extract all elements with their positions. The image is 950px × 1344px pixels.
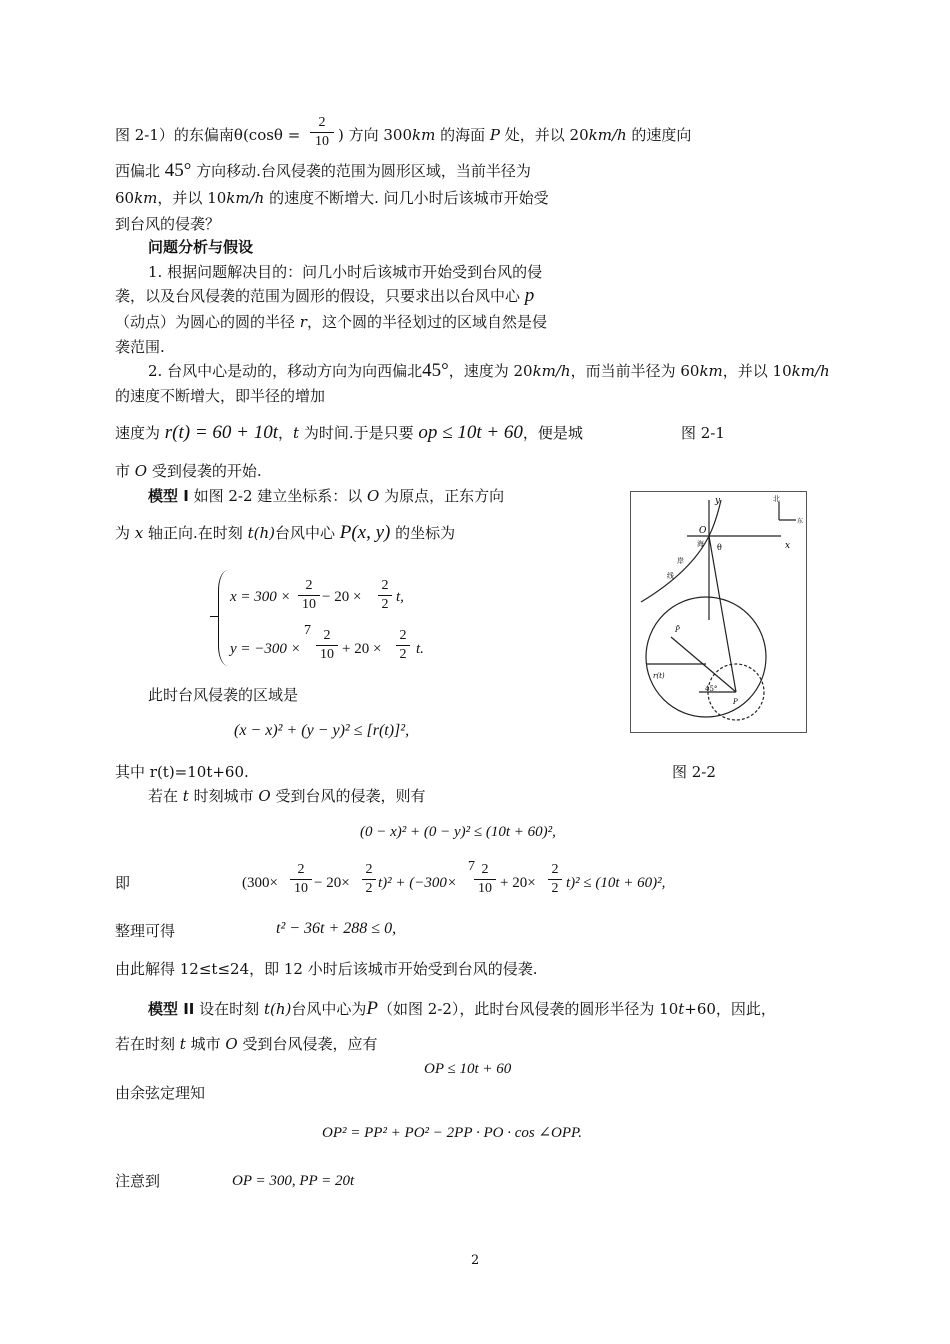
- var-p: p: [524, 285, 535, 306]
- p1-l3-b: ，并以 10: [157, 189, 227, 207]
- sys2-b: + 20 ×: [342, 641, 382, 657]
- sys2-a: y = −300 ×: [230, 641, 301, 657]
- model2-line1: [148, 1000, 776, 1018]
- figure-svg: [631, 492, 806, 732]
- var-O: O: [225, 1035, 238, 1053]
- model2-l2-a: 若在时刻: [115, 1035, 180, 1053]
- rt-label: r(t): [653, 672, 665, 680]
- inequality-1: (0 − x)² + (0 − y)² ≤ (10t + 60)²,: [360, 824, 556, 840]
- num: 2: [481, 862, 489, 877]
- if-b: 时刻城市: [188, 787, 259, 805]
- unit-kmh: km/h: [226, 189, 265, 207]
- model1-l2-d: 的坐标为: [390, 524, 456, 542]
- num: 2: [297, 862, 305, 877]
- a1-l3-b: ，这个圆的半径划过的区域自然是侵: [306, 313, 547, 331]
- speed-text-d: ，便是城: [522, 424, 583, 442]
- sys2-seven: 7: [304, 623, 311, 638]
- num: 2: [365, 862, 373, 877]
- section-heading-analysis: 问题分析与假设: [148, 238, 254, 256]
- ineq2-frac2: [362, 862, 376, 897]
- p1-line1-rest: [338, 126, 691, 144]
- model1-heading: 模型 I: [148, 487, 189, 505]
- analysis-1-line3: [115, 313, 547, 331]
- num: 2: [399, 628, 407, 643]
- op-inequality: OP ≤ 10t + 60: [424, 1061, 512, 1077]
- ineq2-frac4: [548, 862, 562, 897]
- theta-label: θ: [717, 543, 722, 552]
- Pbar-label: P̄: [675, 626, 680, 634]
- formula-condition: op ≤ 10t + 60: [418, 422, 523, 443]
- var-t: t: [182, 787, 189, 805]
- unit-km: km: [412, 126, 436, 144]
- equation-brace: [218, 570, 229, 666]
- ineq2-frac1: [290, 862, 312, 897]
- figure-2-2-label: 图 2-2: [672, 763, 716, 781]
- city-line: [115, 462, 262, 480]
- sys2-c: t.: [416, 641, 424, 657]
- model2-l2-b: 城市: [185, 1035, 226, 1053]
- p1-line3: [115, 189, 549, 207]
- unit-km: km: [699, 362, 723, 380]
- ineq2-d: + 20×: [500, 875, 536, 891]
- ineq2-c: t)² + (−300×: [378, 875, 458, 891]
- solution-line: 由此解得 12≤t≤24，即 12 小时后该城市开始受到台风的侵袭.: [115, 960, 538, 978]
- var-O: O: [134, 462, 148, 480]
- sys1-frac2: [378, 578, 392, 613]
- p1-text-e: 的速度向: [626, 126, 692, 144]
- num: 2: [305, 578, 313, 593]
- x-label: x: [785, 541, 791, 551]
- quadratic-inequality: t² − 36t + 288 ≤ 0,: [276, 920, 397, 937]
- p1-text-d: 处，并以 20: [500, 126, 589, 144]
- a2-a: 2. 台风中心是动的，移动方向为向西偏北: [148, 362, 423, 380]
- speed-text-b: ，: [278, 424, 294, 442]
- analysis-2-line1: [148, 362, 830, 380]
- ineq2-e: t)² ≤ (10t + 60)²,: [566, 875, 666, 891]
- angle-label: 45°: [705, 685, 718, 693]
- point-Pxy: P(x, y): [339, 522, 391, 543]
- ineq2-frac3: [474, 862, 496, 897]
- den: 10: [478, 881, 492, 896]
- var-t: t: [179, 1035, 186, 1053]
- model1-line2: [115, 524, 455, 542]
- city-b: 受到侵袭的开始.: [147, 462, 262, 480]
- var-t: t: [293, 424, 300, 442]
- var-t: t: [678, 1000, 685, 1018]
- unit-kmh: km/h: [791, 362, 830, 380]
- north-label: 北: [773, 495, 780, 503]
- den: 10: [320, 647, 334, 662]
- num: 2: [323, 628, 331, 643]
- model2-c: （如图 2-2），此时台风侵袭的圆形半径为 10: [377, 1000, 679, 1018]
- p1-l3-a: 60: [115, 189, 135, 207]
- var-th: t(h): [263, 1000, 292, 1018]
- den: 10: [294, 881, 308, 896]
- unit-kmh: km/h: [588, 126, 627, 144]
- model2-b: 台风中心为: [291, 1000, 367, 1018]
- note-formula: OP = 300, PP = 20t: [232, 1173, 355, 1189]
- ji-label: 即: [115, 874, 131, 892]
- model2-l2-c: 受到台风侵袭，应有: [237, 1035, 378, 1053]
- den: 2: [399, 647, 407, 662]
- var-O: O: [367, 487, 380, 505]
- p1-l2-b: 方向移动.台风侵袭的范围为圆形区域，当前半径为: [191, 162, 531, 180]
- model2-line2: [115, 1035, 377, 1053]
- coast-label-2: 线: [667, 572, 674, 580]
- region-formula: (x − x)² + (y − y)² ≤ [r(t)]²,: [234, 722, 410, 739]
- unit-km: km: [134, 189, 158, 207]
- region-text: 此时台风侵袭的区域是: [148, 686, 299, 704]
- speed-text-a: 速度为: [115, 424, 165, 442]
- var-th: t(h): [247, 524, 275, 542]
- unit-kmh: km/h: [532, 362, 571, 380]
- a2-b: ，速度为 20: [448, 362, 533, 380]
- a1-l3-a: （动点）为圆心的圆的半径: [115, 313, 300, 331]
- p1-text-c: 的海面: [435, 126, 490, 144]
- figure-2-1-label: 图 2-1: [681, 424, 725, 442]
- analysis-1-line1: 1. 根据问题解决目的：问几小时后该城市开始受到台风的侵: [148, 263, 543, 281]
- point-P: P: [366, 998, 378, 1019]
- model2-d: +60，因此，: [684, 1000, 776, 1018]
- p1-text-a: 图 2-1）的东偏南θ(cosθ =: [115, 126, 301, 144]
- note-label: 注意到: [115, 1172, 161, 1190]
- sys1-frac1: [298, 578, 320, 613]
- p1-line2: [115, 162, 531, 180]
- p1-line4: 到台风的侵袭？: [115, 215, 221, 233]
- figure-2-2: [630, 491, 807, 733]
- a2-c: ，而当前半径为 60: [570, 362, 700, 380]
- p1-fraction: [310, 115, 334, 150]
- if-line: [148, 787, 425, 805]
- if-a: 若在: [148, 787, 183, 805]
- degree-45: 45°: [164, 160, 192, 181]
- ineq2-a: (300×: [242, 875, 278, 891]
- P-label: P: [733, 698, 738, 706]
- page-number: 2: [471, 1253, 480, 1268]
- tidy-label: 整理可得: [115, 922, 176, 940]
- typhoon-circle: [646, 597, 766, 717]
- coast-label-1: 岸: [677, 557, 684, 565]
- model1-b: 为原点，正东方向: [379, 487, 505, 505]
- origin-label: O: [699, 526, 707, 536]
- model1-a: 如图 2-2 建立坐标系：以: [188, 487, 368, 505]
- where-text: 其中 r(t)=10t+60.: [115, 763, 249, 781]
- cosine-law-label: 由余弦定理知: [115, 1084, 206, 1102]
- sys1-a: x = 300 ×: [230, 589, 291, 605]
- model1-l2-c: 台风中心: [274, 524, 340, 542]
- den: 10: [302, 597, 316, 612]
- analysis-1-line4: 袭范围.: [115, 338, 165, 356]
- den: 2: [551, 881, 559, 896]
- p1-line1: [115, 126, 300, 144]
- cosine-formula: OP² = PP² + PO² − 2PP · PO · cos ∠OPP.: [322, 1125, 583, 1141]
- frac-denominator: 10: [315, 134, 329, 149]
- if-c: 受到台风的侵袭，则有: [270, 787, 426, 805]
- model2-a: 设在时刻: [194, 1000, 264, 1018]
- var-x: x: [134, 524, 144, 542]
- east-label: 东: [797, 518, 804, 525]
- model2-heading: 模型 II: [148, 1000, 195, 1018]
- sys2-frac2: [396, 628, 410, 663]
- num: 2: [381, 578, 389, 593]
- den: 2: [381, 597, 389, 612]
- city-a: 市: [115, 462, 135, 480]
- speed-line: [115, 424, 583, 442]
- a1-l2-text: 袭，以及台风侵袭的范围为圆形的假设，只要求出以台风中心: [115, 287, 525, 305]
- sys1-b: − 20 ×: [322, 589, 362, 605]
- y-label: y: [715, 496, 721, 506]
- ineq2-seven: 7: [468, 859, 475, 874]
- model1-line1: [148, 487, 504, 505]
- frac-numerator: 2: [318, 115, 326, 130]
- analysis-1-line2: [115, 287, 534, 305]
- a2-d: ，并以 10: [722, 362, 792, 380]
- degree-45: 45°: [422, 360, 449, 381]
- model1-l2-a: 为: [115, 524, 135, 542]
- p1-text-b: ) 方向 300: [338, 126, 413, 144]
- sys1-c: t,: [396, 589, 404, 605]
- num: 2: [551, 862, 559, 877]
- formula-radius: r(t) = 60 + 10t: [164, 422, 279, 443]
- ineq2-b: − 20×: [314, 875, 350, 891]
- den: 2: [365, 881, 373, 896]
- sea-label: 海: [697, 540, 704, 548]
- analysis-2-line2: 的速度不断增大，即半径的增加: [115, 387, 326, 405]
- var-O: O: [258, 787, 271, 805]
- var-r: r: [299, 313, 307, 331]
- p1-l2-a: 西偏北: [115, 162, 165, 180]
- p1-l3-c: 的速度不断增大. 问几小时后该城市开始受: [264, 189, 549, 207]
- op-line: [709, 536, 736, 692]
- sys2-frac1: [316, 628, 338, 663]
- model1-l2-b: 轴正向.在时刻: [143, 524, 248, 542]
- point-P: P: [489, 126, 500, 144]
- speed-text-c: 为时间.于是只要: [299, 424, 419, 442]
